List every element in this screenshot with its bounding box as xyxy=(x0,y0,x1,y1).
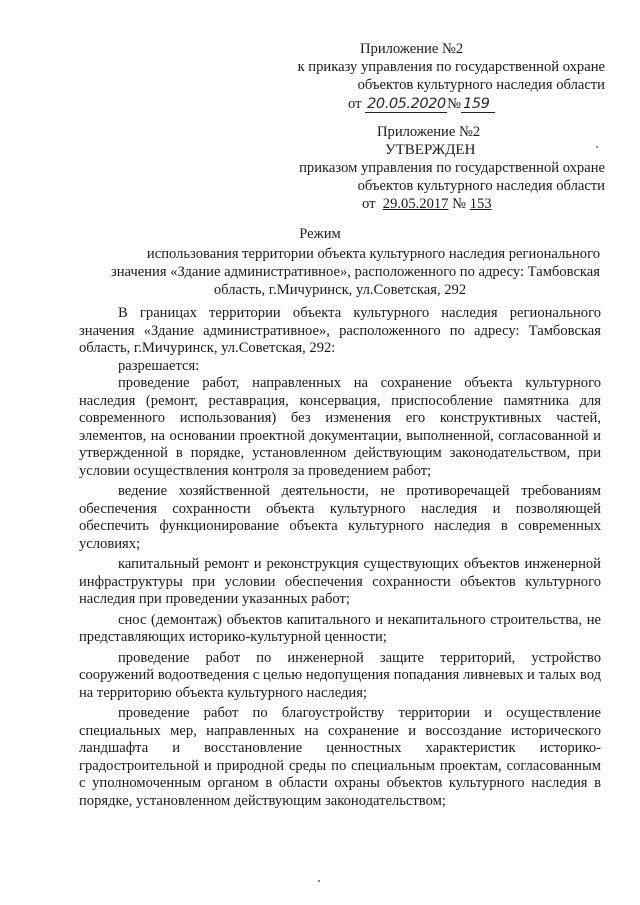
number-prefix: № xyxy=(447,96,462,112)
scan-speck xyxy=(318,880,320,882)
approved-date-line xyxy=(362,195,492,213)
title-line-1: использования территории объекта культурного наследия регионального xyxy=(146,246,600,262)
permitted-item-engineering: проведение работ по инженерной защите территорий, устройство сооружений водоотведения с целью недопущения попадания ливневых и талых вод на территорию объекта культурного наследия; xyxy=(79,649,601,701)
approved-date: 29.05.2017 xyxy=(382,196,449,212)
approved-label: УТВЕРЖДЕН xyxy=(385,142,476,158)
title-line-3: область, г.Мичуринск, ул.Советская, 292 xyxy=(213,282,467,298)
document-body xyxy=(79,305,601,810)
appendix-label: Приложение №2 xyxy=(360,41,464,57)
permitted-heading: разрешается: xyxy=(118,357,200,374)
approved-number-prefix: № xyxy=(452,196,467,212)
approved-order-line: приказом управления по государственной охране xyxy=(299,160,605,176)
approved-authority-line: объектов культурного наследия области xyxy=(357,178,605,194)
handwritten-number: 159 xyxy=(461,96,495,113)
appendix-date-line xyxy=(348,95,495,113)
date-prefix: от xyxy=(348,96,362,112)
permitted-item-infrastructure: капитальный ремонт и реконструкция существующих объектов инженерной инфраструктуры при условии обеспечения сохранности объектов культурного наследия при проведении указанных работ; xyxy=(79,556,601,607)
permitted-item-landscaping: проведение работ по благоустройству территории и осуществление специальных мер, направленных на сохранение и воссоздание исторического ландшафта и восстановление ценностных характеристик историко-градостроительной и природной среды по специальным проектам, согласованным с уполномоченным органом в области охраны объектов культурного наследия в порядке, установленном действующим законодательством; xyxy=(79,705,601,809)
permitted-item-demolition: снос (демонтаж) объектов капитального и некапитального строительства, не представляющих историко-культурной ценности; xyxy=(79,611,601,645)
title-line-2: значения «Здание административное», расположенного по адресу: Тамбовская xyxy=(110,264,600,280)
appendix-authority-line: объектов культурного наследия области xyxy=(357,77,605,93)
permitted-item-restoration: проведение работ, направленных на сохранение объекта культурного наследия (ремонт, реставрация, консервация, приспособление памятника для современного использования) без изменения его конструктивных частей, элементов, на основании проектной документации, выполненной, согласованной и утвержденной в порядке, установленном действующим законодательством, при условии осуществления контроля за проведением работ; xyxy=(79,375,601,479)
approved-appendix-label: Приложение №2 xyxy=(377,124,481,140)
appendix-order-line: к приказу управления по государственной охране xyxy=(297,59,605,75)
approved-number: 153 xyxy=(469,196,492,212)
approved-date-prefix: от xyxy=(362,196,376,212)
document-heading: Режим xyxy=(299,226,341,242)
intro-paragraph: В границах территории объекта культурного наследия регионального значения «Здание административное», расположенного по адресу: Тамбовская область, г.Мичуринск, ул.Советская, 292: xyxy=(79,305,601,356)
permitted-item-economic: ведение хозяйственной деятельности, не противоречащей требованиям обеспечения сохранности объекта культурного наследия и позволяющей обеспечить функционирование объекта культурного наследия в современных условиях; xyxy=(79,483,601,552)
scan-speck xyxy=(596,146,598,148)
handwritten-date: 20.05.2020 xyxy=(367,95,446,112)
